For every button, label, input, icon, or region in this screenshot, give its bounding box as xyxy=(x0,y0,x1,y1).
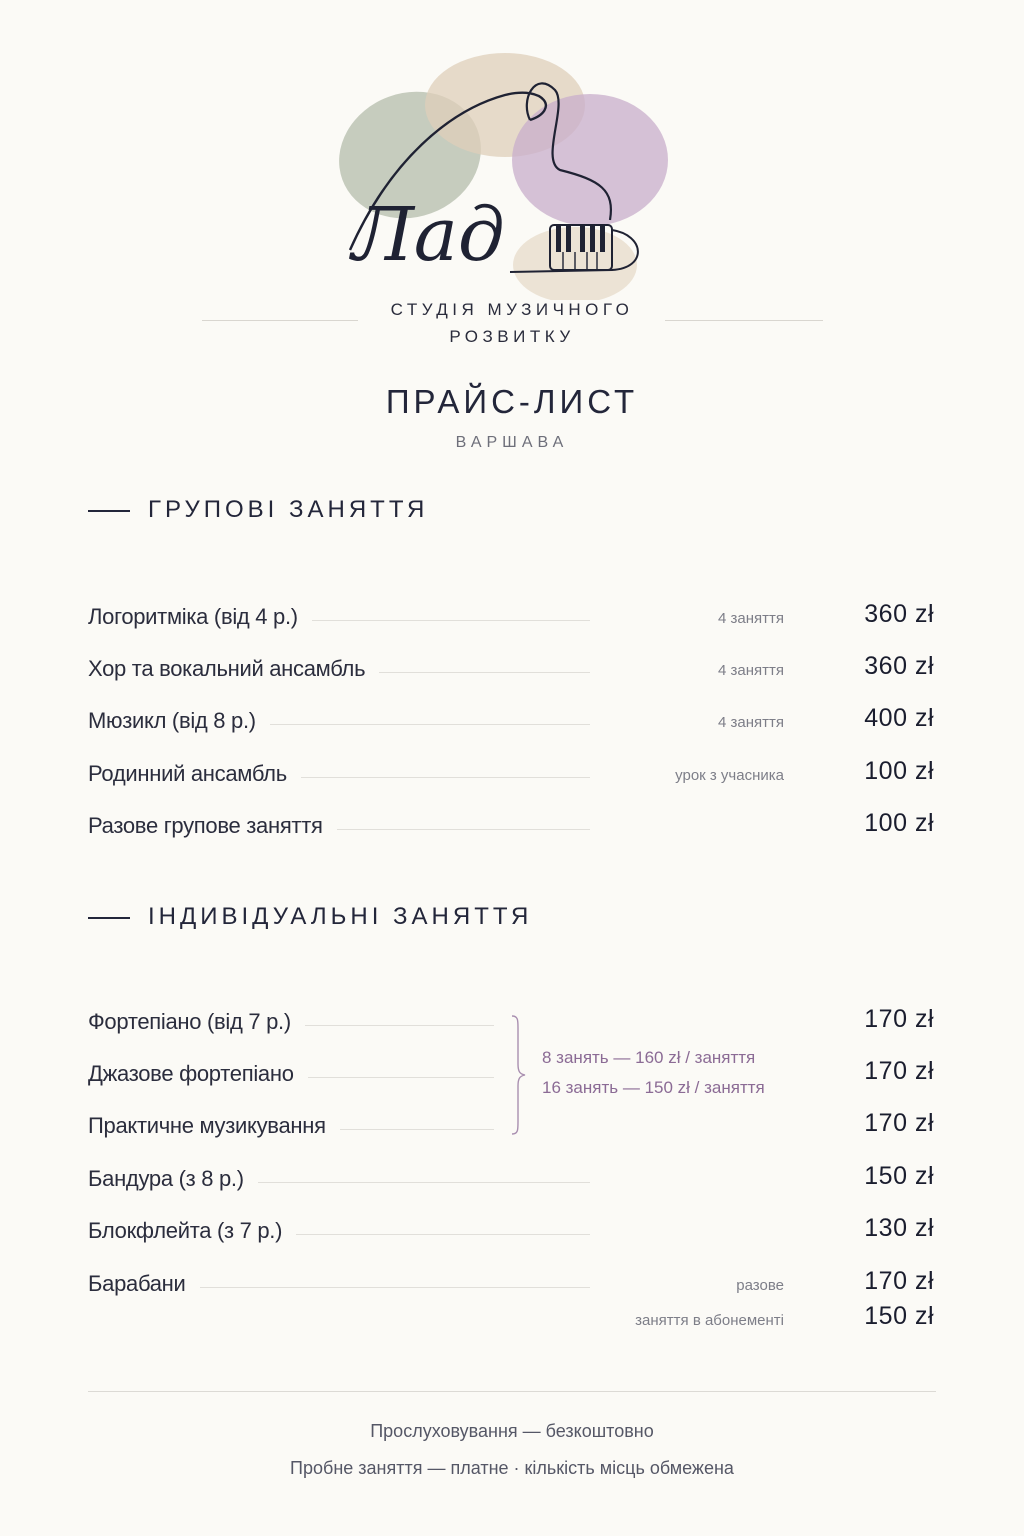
bundle-offer-8: 8 занять — 160 zł / заняття xyxy=(542,1048,756,1067)
price-row-subscription xyxy=(88,1302,936,1338)
divider-right xyxy=(665,320,823,321)
footer-divider xyxy=(88,1391,936,1392)
price-row xyxy=(88,757,936,793)
service-name: Фортепіано (від 7 р.) xyxy=(88,1009,305,1035)
price-row xyxy=(88,600,936,636)
service-price: 170 zł xyxy=(864,1057,934,1085)
service-price: 360 zł xyxy=(864,652,934,680)
section-title: ІНДИВІДУАЛЬНІ ЗАНЯТТЯ xyxy=(148,903,533,930)
price-row xyxy=(88,1214,936,1250)
service-price: 400 zł xyxy=(864,704,934,732)
divider-left xyxy=(202,320,358,321)
service-price: 170 zł xyxy=(864,1005,934,1033)
service-name: Хор та вокальний ансамбль xyxy=(88,656,379,682)
service-note: заняття в абонементі xyxy=(635,1312,784,1329)
service-note: 4 заняття xyxy=(718,610,784,627)
service-name: Практичне музикування xyxy=(88,1113,340,1139)
studio-subtitle xyxy=(0,296,1024,352)
service-price: 150 zł xyxy=(864,1302,934,1330)
heading-dash xyxy=(88,510,130,512)
service-price: 100 zł xyxy=(864,757,934,785)
service-note: разове xyxy=(736,1277,784,1294)
service-name: Джазове фортепіано xyxy=(88,1061,308,1087)
service-note: 4 заняття xyxy=(718,662,784,679)
footer-trial-note: Пробне заняття — платне · кількість місць обмежена xyxy=(290,1458,734,1478)
bundle-brace-icon xyxy=(508,1014,528,1136)
service-note: 4 заняття xyxy=(718,714,784,731)
service-name: Блокфлейта (з 7 р.) xyxy=(88,1218,296,1244)
subtitle-line-1: СТУДІЯ МУЗИЧНОГО xyxy=(390,300,634,319)
heading-dash xyxy=(88,917,130,919)
price-row xyxy=(88,1267,936,1303)
footer-audition-note: Прослуховування — безкоштовно xyxy=(370,1421,654,1441)
service-price: 360 zł xyxy=(864,600,934,628)
section-title: ГРУПОВІ ЗАНЯТТЯ xyxy=(148,496,429,523)
price-row xyxy=(88,809,936,845)
service-name: Мюзикл (від 8 р.) xyxy=(88,708,270,734)
service-price: 170 zł xyxy=(864,1109,934,1137)
service-name: Разове групове заняття xyxy=(88,813,337,839)
price-row xyxy=(88,652,936,688)
service-note: урок з учасника xyxy=(675,767,784,784)
service-name: Барабани xyxy=(88,1271,200,1297)
logo-wordmark: Лад xyxy=(352,192,505,278)
service-price: 130 zł xyxy=(864,1214,934,1242)
price-row xyxy=(88,704,936,740)
studio-logo xyxy=(330,40,670,300)
service-name: Логоритміка (від 4 р.) xyxy=(88,604,312,630)
service-name: Родинний ансамбль xyxy=(88,761,301,787)
service-price: 150 zł xyxy=(864,1162,934,1190)
service-price: 100 zł xyxy=(864,809,934,837)
city-label: ВАРШАВА xyxy=(455,434,569,451)
subtitle-line-2: РОЗВИТКУ xyxy=(449,327,575,346)
price-row xyxy=(88,1162,936,1198)
service-name: Бандура (з 8 р.) xyxy=(88,1166,258,1192)
service-price: 170 zł xyxy=(864,1267,934,1295)
bundle-offer-16: 16 занять — 150 zł / заняття xyxy=(542,1078,765,1097)
page-title: ПРАЙС-ЛИСТ xyxy=(385,383,639,420)
